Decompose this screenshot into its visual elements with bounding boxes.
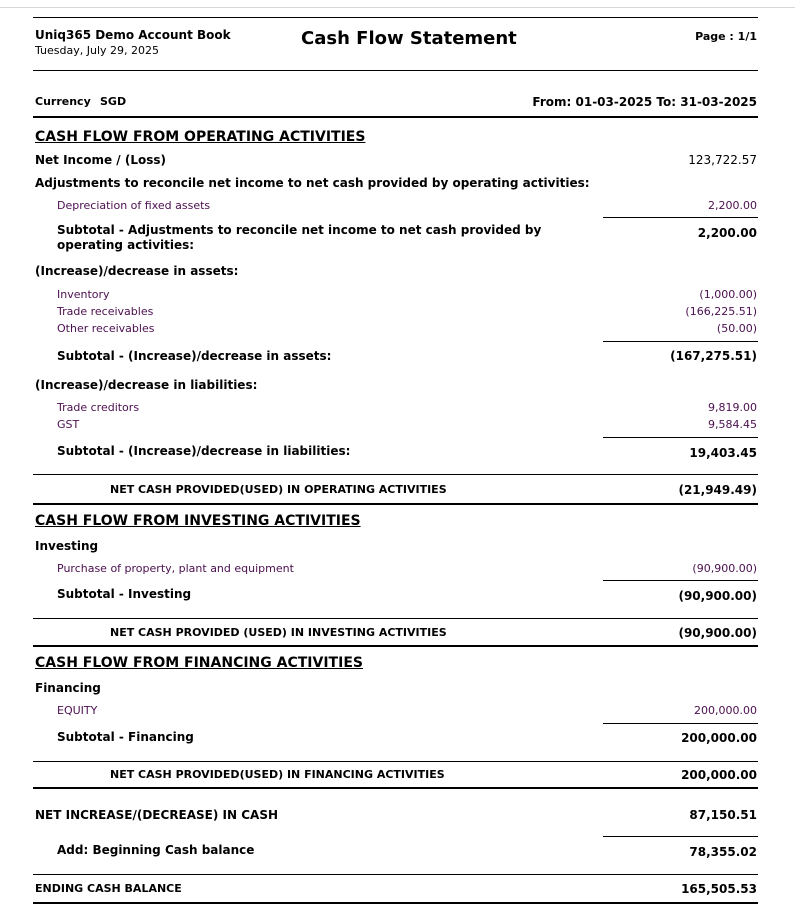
investing-group-label: Investing <box>35 539 99 553</box>
ending-rule-bottom <box>33 902 758 904</box>
subtotal-liabilities-label: Subtotal - (Increase)/decrease in liabilities: <box>57 444 351 458</box>
list-item-value: 9,584.45 <box>708 418 757 431</box>
subtotal-assets-value: (167,275.51) <box>670 349 757 363</box>
net-rule-bottom <box>33 503 758 505</box>
list-item-value: (1,000.00) <box>699 288 757 301</box>
ending-rule-top <box>33 874 758 875</box>
list-item-value: 9,819.00 <box>708 401 757 414</box>
currency-value: SGD <box>100 95 127 108</box>
subtotal-rule <box>603 437 758 438</box>
financing-heading: CASH FLOW FROM FINANCING ACTIVITIES <box>35 655 363 671</box>
subtotal-adjustments-label-1: Subtotal - Adjustments to reconcile net income to net cash provided by <box>57 223 542 237</box>
financing-subtotal-label: Subtotal - Financing <box>57 730 194 744</box>
assets-label: (Increase)/decrease in assets: <box>35 264 239 278</box>
subtotal-rule <box>603 580 758 581</box>
net-income-value: 123,722.57 <box>688 153 757 167</box>
header-top-rule <box>33 17 758 18</box>
list-item: Inventory <box>57 288 110 301</box>
net-income-label: Net Income / (Loss) <box>35 153 166 167</box>
adjustments-label: Adjustments to reconcile net income to net cash provided by operating activities: <box>35 176 590 190</box>
investing-item-value: (90,900.00) <box>692 562 757 575</box>
subtotal-rule <box>603 217 758 218</box>
subtotal-rule <box>603 836 758 837</box>
operating-net-label: NET CASH PROVIDED(USED) IN OPERATING ACTIVITIES <box>110 483 447 496</box>
investing-net-value: (90,900.00) <box>678 626 757 640</box>
subtotal-liabilities-value: 19,403.45 <box>689 446 757 460</box>
financing-subtotal-value: 200,000.00 <box>681 731 757 745</box>
report-date: Tuesday, July 29, 2025 <box>35 44 160 57</box>
investing-net-label: NET CASH PROVIDED (USED) IN INVESTING ACTIVITIES <box>110 626 447 639</box>
operating-heading: CASH FLOW FROM OPERATING ACTIVITIES <box>35 129 366 145</box>
investing-heading: CASH FLOW FROM INVESTING ACTIVITIES <box>35 513 361 529</box>
financing-group-label: Financing <box>35 681 101 695</box>
list-item: Trade creditors <box>57 401 140 414</box>
page-number: Page : 1/1 <box>695 30 757 43</box>
net-rule-top <box>33 474 758 475</box>
subtotal-rule <box>603 723 758 724</box>
financing-net-label: NET CASH PROVIDED(USED) IN FINANCING ACTIVITIES <box>110 768 445 781</box>
list-item-value: (50.00) <box>716 322 757 335</box>
report-title: Cash Flow Statement <box>301 28 517 49</box>
currency-label: Currency <box>35 95 91 108</box>
subtotal-assets-label: Subtotal - (Increase)/decrease in assets: <box>57 349 332 363</box>
subtotal-rule <box>603 341 758 342</box>
net-increase-label: NET INCREASE/(DECREASE) IN CASH <box>35 808 279 822</box>
ending-balance-label: ENDING CASH BALANCE <box>35 882 182 895</box>
net-rule-bottom <box>33 645 758 647</box>
net-rule-top <box>33 618 758 619</box>
subtotal-adjustments-label-2: operating activities: <box>57 238 195 252</box>
list-item: Other receivables <box>57 322 155 335</box>
net-rule-bottom <box>33 787 758 789</box>
investing-subtotal-label: Subtotal - Investing <box>57 587 192 601</box>
beginning-balance-value: 78,355.02 <box>689 845 757 859</box>
operating-net-value: (21,949.49) <box>678 483 757 497</box>
net-rule-top <box>33 761 758 762</box>
beginning-balance-label: Add: Beginning Cash balance <box>57 843 255 857</box>
report-period: From: 01-03-2025 To: 31-03-2025 <box>532 95 757 109</box>
list-item: GST <box>57 418 80 431</box>
company-name: Uniq365 Demo Account Book <box>35 28 231 42</box>
list-item-value: (166,225.51) <box>685 305 757 318</box>
list-item: Trade receivables <box>57 305 154 318</box>
investing-item-label: Purchase of property, plant and equipment <box>57 562 294 575</box>
header-bottom-rule <box>33 70 758 71</box>
depreciation-label: Depreciation of fixed assets <box>57 199 211 212</box>
period-rule <box>33 116 758 118</box>
depreciation-value: 2,200.00 <box>708 199 757 212</box>
liabilities-label: (Increase)/decrease in liabilities: <box>35 378 258 392</box>
ending-balance-value: 165,505.53 <box>681 882 757 896</box>
financing-item-value: 200,000.00 <box>694 704 757 717</box>
financing-net-value: 200,000.00 <box>681 768 757 782</box>
financing-item-label: EQUITY <box>57 704 98 717</box>
subtotal-adjustments-value: 2,200.00 <box>697 226 757 240</box>
top-border <box>0 7 795 8</box>
investing-subtotal-value: (90,900.00) <box>678 589 757 603</box>
net-increase-value: 87,150.51 <box>689 808 757 822</box>
